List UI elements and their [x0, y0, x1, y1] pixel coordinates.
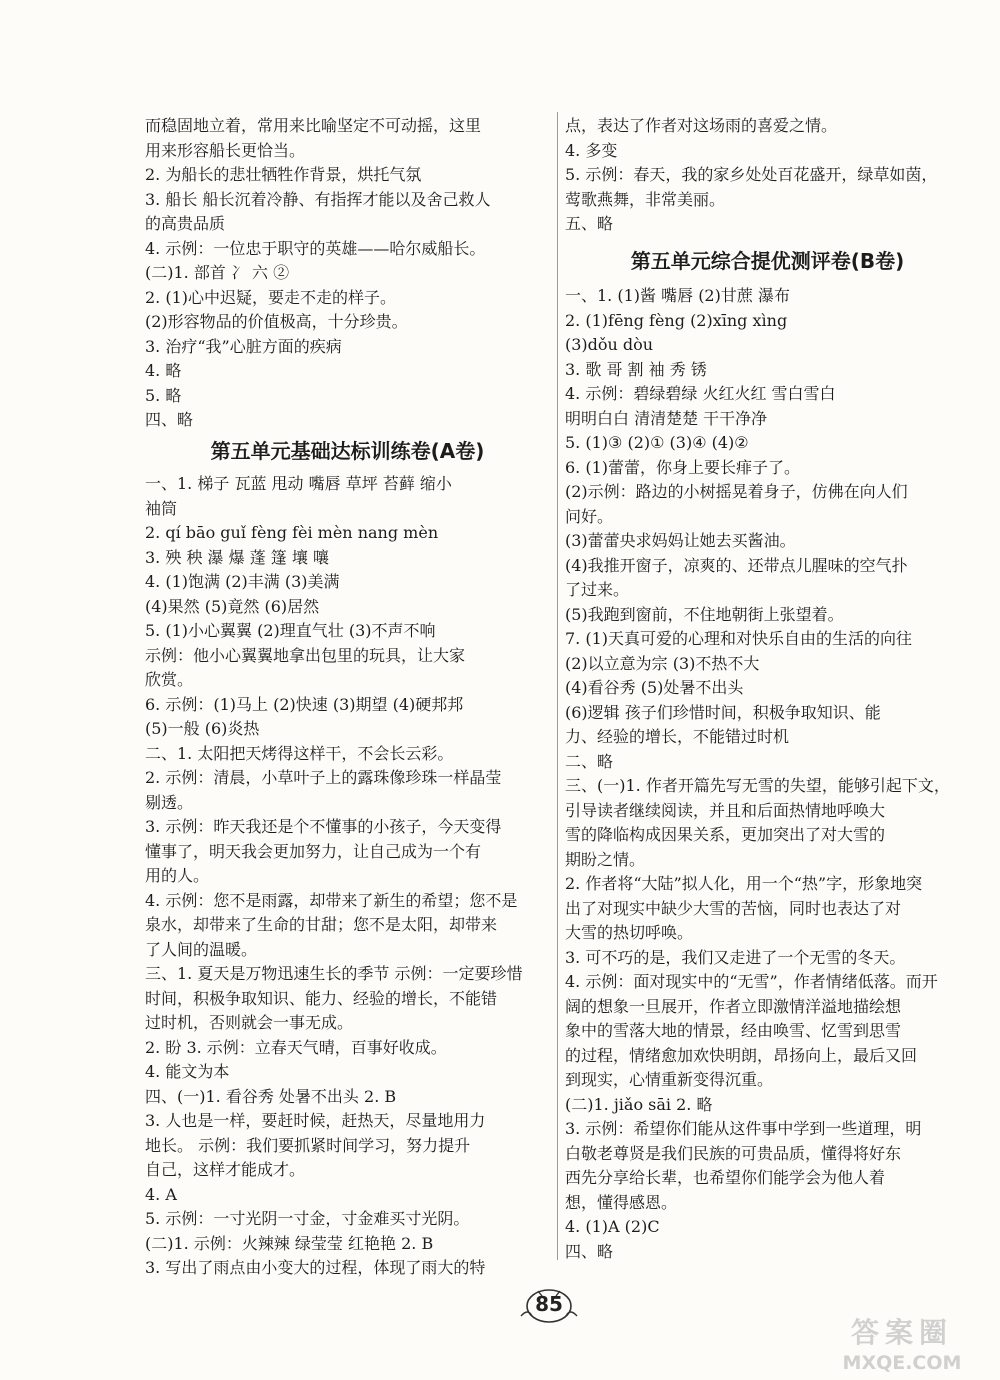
answer-line: 二、略 — [565, 751, 614, 771]
answer-line: 莺歌燕舞，非常美丽。 — [565, 189, 726, 209]
watermark-url: MXQE.COM — [842, 1352, 962, 1374]
answer-line: 到现实，心情重新变得沉重。 — [565, 1070, 774, 1089]
answer-line: 4. A — [145, 1184, 177, 1204]
answer-line: 四、略 — [565, 1241, 614, 1261]
answer-line: 象中的雪落大地的情景，经由唤雪、忆雪到思雪 — [565, 1021, 902, 1040]
answer-line: 5. (1)小心翼翼 (2)理直气壮 (3)不声不响 — [145, 621, 436, 640]
answer-line: 5. 示例：春天，我的家乡处处百花盛开，绿草如茵， — [565, 165, 938, 184]
answer-line: 一、1. 梯子 瓦蓝 甩动 嘴唇 草坪 苔藓 缩小 — [145, 474, 452, 493]
answer-line: 四、略 — [145, 410, 194, 429]
answer-line: 袖筒 — [145, 498, 178, 518]
answer-line: 力、经验的增长，不能错过时机 — [565, 727, 790, 746]
page-number-badge — [518, 1286, 580, 1326]
answer-line: 三、1. 夏天是万物迅速生长的季节 示例：一定要珍惜 — [145, 964, 523, 983]
answer-line: (2)形容物品的价值极高，十分珍贵。 — [145, 312, 408, 331]
answer-line: 2. 盼 3. 示例：立春天气晴，百事好收成。 — [145, 1037, 447, 1057]
answer-line: 3. 写出了雨点由小变大的过程，体现了雨大的特 — [145, 1258, 486, 1277]
answer-line: 2. qí bāo guǐ fèng fèi mèn nang mèn — [145, 523, 439, 542]
answer-line: 自己，这样才能成才。 — [145, 1160, 306, 1179]
answer-line: 5. (1)③ (2)① (3)④ (4)② — [565, 433, 749, 452]
answer-line: 4. 示例：您不是雨露，却带来了新生的希望；您不是 — [145, 890, 518, 910]
answer-line: 4. 略 — [145, 361, 182, 380]
answer-line: 想，懂得感恩。 — [565, 1192, 678, 1212]
answer-line: 2. (1)心中迟疑，要走不走的样子。 — [145, 287, 397, 307]
answer-line: 3. 可不巧的是，我们又走进了一个无雪的冬天。 — [565, 947, 906, 967]
answer-line: (5)一般 (6)炎热 — [145, 719, 260, 738]
answer-line: (5)我跑到窗前，不住地朝街上张望着。 — [565, 604, 844, 624]
answer-line: 三、(一)1. 作者开篇先写无雪的失望，能够引起下文， — [565, 776, 950, 795]
watermark — [808, 1316, 996, 1376]
answer-line: (二)1. jiǎo sāi 2. 略 — [565, 1094, 713, 1114]
answer-line: 用来形容船长更恰当。 — [145, 140, 306, 160]
answer-line: 4. 示例：一位忠于职守的英雄——哈尔威船长。 — [145, 238, 486, 258]
answer-line: 用的人。 — [145, 866, 210, 885]
answer-line: 四、(一)1. 看谷秀 处暑不出头 2. B — [145, 1086, 397, 1106]
answer-line: 4. 示例：面对现实中的“无雪”，作者情绪低落。而开 — [565, 972, 938, 991]
answer-line: 2. 示例：清晨，小草叶子上的露珠像珍珠一样晶莹 — [145, 768, 502, 787]
answer-line: 2. 作者将“大陆”拟人化，用一个“热”字，形象地突 — [565, 874, 923, 893]
answer-line: 白敬老尊贤是我们民族的可贵品质，懂得将好东 — [565, 1143, 902, 1163]
section-heading: 第五单元基础达标训练卷(A卷) — [210, 439, 485, 463]
answer-line: 5. 示例：一寸光阴一寸金，寸金难买寸光阴。 — [145, 1209, 470, 1228]
answer-line: 过时机，否则就会一事无成。 — [145, 1013, 354, 1032]
answer-line: 一、1. (1)酱 嘴唇 (2)甘蔗 瀑布 — [565, 286, 790, 305]
answer-line: 了过来。 — [565, 580, 630, 599]
answer-line: (2)示例：路边的小树摇晃着身子，仿佛在向人们 — [565, 482, 908, 501]
answer-line: 3. 示例：希望你们能从这件事中学到一些道理，明 — [565, 1119, 922, 1138]
answer-line: 4. 示例：碧绿碧绿 火红火红 雪白雪白 — [565, 384, 836, 403]
answer-line: 问好。 — [565, 506, 614, 526]
answer-line: 期盼之情。 — [565, 849, 646, 869]
answer-line: 3. 船长 船长沉着冷静、有指挥才能以及舍己救人 — [145, 189, 491, 209]
answer-line: 4. (1)饱满 (2)丰满 (3)美满 — [145, 572, 340, 591]
answer-line: 3. 人也是一样，要赶时候，赶热天，尽量地用力 — [145, 1111, 486, 1130]
answer-line: 3. 治疗“我”心脏方面的疾病 — [145, 336, 342, 356]
answer-line: 示例：他小心翼翼地拿出包里的玩具，让大家 — [145, 645, 466, 665]
answer-line: 地长。 示例：我们要抓紧时间学习，努力提升 — [145, 1135, 471, 1155]
section-heading: 第五单元综合提优测评卷(B卷) — [630, 249, 905, 273]
answer-line: 3. 歌 哥 割 袖 秀 锈 — [565, 359, 707, 379]
answer-line: (6)逻辑 孩子们珍惜时间，积极争取知识、能 — [565, 702, 881, 722]
answer-line: 西先分享给长辈，也希望你们能学会为他人着 — [565, 1168, 886, 1187]
answer-line: (2)以立意为宗 (3)不热不大 — [565, 653, 760, 673]
answer-line: 阔的想象一旦展开，作者立即激情洋溢地描绘想 — [565, 996, 902, 1016]
answer-line: 而稳固地立着，常用来比喻坚定不可动摇，这里 — [145, 116, 482, 135]
answer-line: (4)看谷秀 (5)处暑不出头 — [565, 678, 744, 697]
answer-line: 2. (1)fēng fèng (2)xīng xìng — [565, 310, 788, 330]
answer-line: 的过程，情绪愈加欢快明朗，昂扬向上，最后又回 — [565, 1045, 918, 1065]
answer-line: 二、1. 太阳把天烤得这样干，不会长云彩。 — [145, 743, 454, 763]
answer-line: 欣赏。 — [145, 670, 194, 689]
watermark-logo-text: 答案圈 — [850, 1316, 953, 1349]
answer-line: 了人间的温暖。 — [145, 939, 258, 959]
answer-line: (3)dǒu dòu — [565, 335, 654, 354]
answer-line: 引导读者继续阅读，并且和后面热情地呼唤大 — [565, 800, 886, 820]
answer-line: 大雪的热切呼唤。 — [565, 923, 694, 942]
answer-line: 出了对现实中缺少大雪的苦恼，同时也表达了对 — [565, 898, 902, 918]
answer-line: 4. (1)A (2)C — [565, 1217, 660, 1236]
answer-line: 雪的降临构成因果关系，更加突出了对大雪的 — [565, 825, 886, 844]
column-divider — [557, 112, 558, 1260]
answer-line: 4. 多变 — [565, 140, 618, 160]
answer-line: 7. (1)天真可爱的心理和对快乐自由的生活的向往 — [565, 629, 913, 648]
answer-line: 剔透。 — [145, 792, 194, 812]
answer-line: (4)果然 (5)竟然 (6)居然 — [145, 596, 320, 616]
answer-line: 的高贵品质 — [145, 214, 226, 233]
answer-line: 明明白白 清清楚楚 干干净净 — [565, 408, 768, 428]
answer-line: 泉水，却带来了生命的甘甜；您不是太阳，却带来 — [145, 915, 498, 934]
answer-line: 懂事了，明天我会更加努力，让自己成为一个有 — [145, 841, 482, 861]
answer-line: 3. 殃 秧 瀑 爆 蓬 篷 壤 嚷 — [145, 547, 329, 567]
answer-line: 4. 能文为本 — [145, 1062, 230, 1081]
answer-line: 3. 示例：昨天我还是个不懂事的小孩子，今天变得 — [145, 817, 502, 836]
answer-line: 时间，积极争取知识、能力、经验的增长，不能错 — [145, 988, 498, 1008]
answer-line: 2. 为船长的悲壮牺牲作背景，烘托气氛 — [145, 165, 422, 184]
answer-line: 6. 示例：(1)马上 (2)快速 (3)期望 (4)硬邦邦 — [145, 694, 464, 714]
answer-line: (4)我推开窗子，凉爽的、还带点儿腥味的空气扑 — [565, 555, 908, 575]
answer-line: 5. 略 — [145, 385, 182, 405]
answer-line: 五、略 — [565, 214, 614, 233]
answer-line: (3)蕾蕾央求妈妈让她去买酱油。 — [565, 531, 796, 550]
answer-line: (二)1. 部首 冫 六 ② — [145, 263, 290, 282]
page-number: 85 — [535, 1292, 563, 1316]
answer-line: 点，表达了作者对这场雨的喜爱之情。 — [565, 116, 838, 135]
answer-line: 6. (1)蕾蕾，你身上要长痱子了。 — [565, 457, 801, 477]
answer-line: (二)1. 示例：火辣辣 绿莹莹 红艳艳 2. B — [145, 1233, 434, 1253]
